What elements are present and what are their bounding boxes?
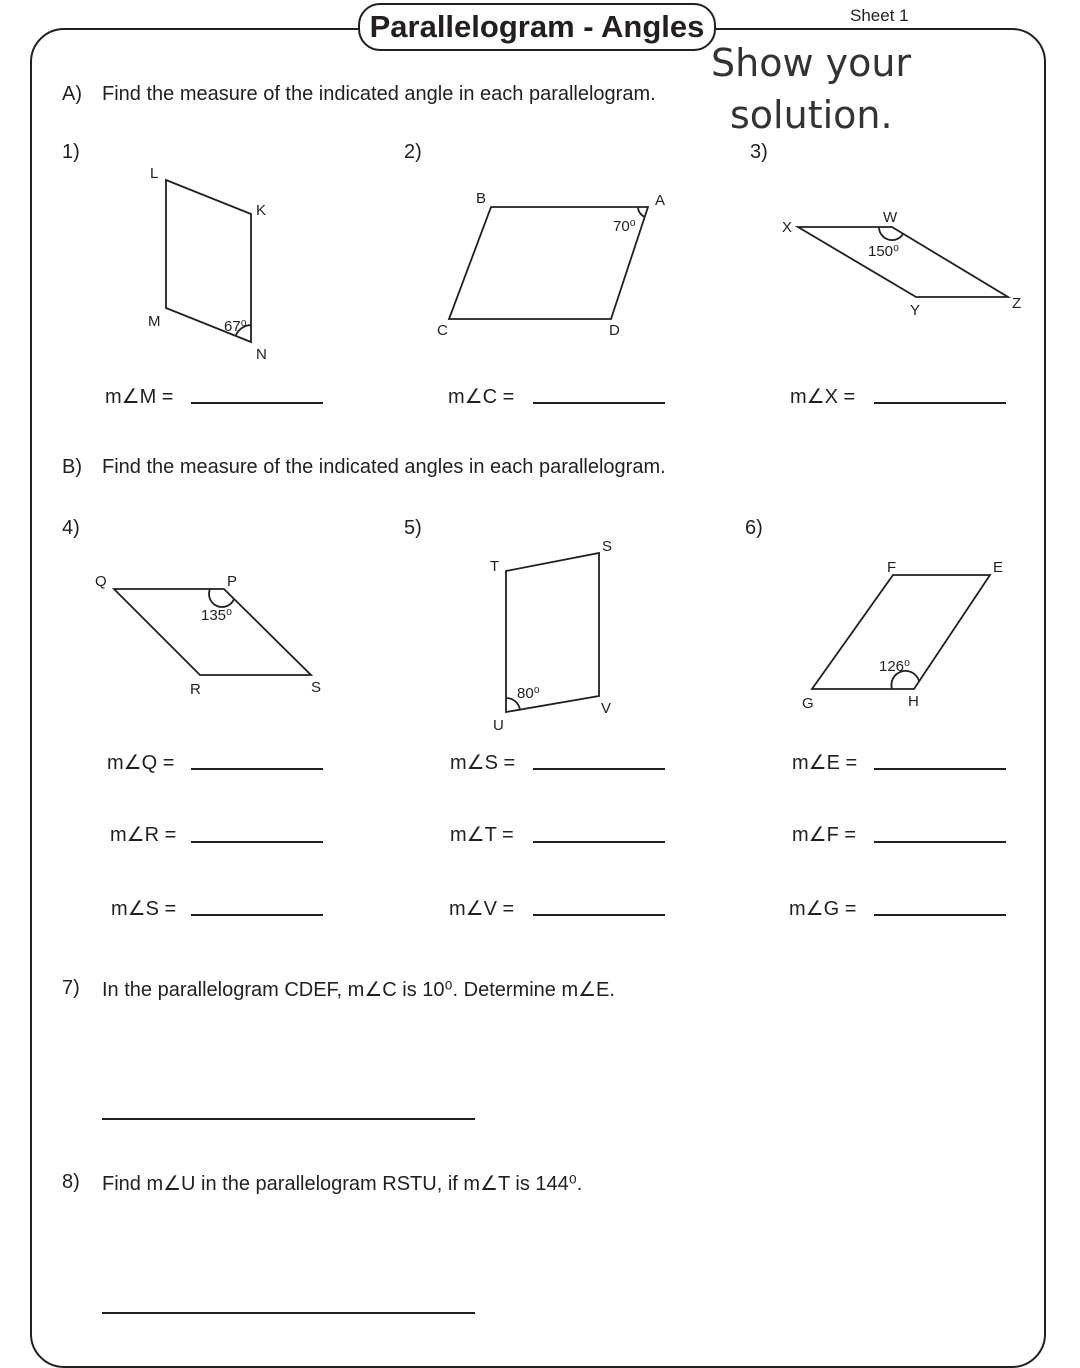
answer-label-3: m∠X = — [790, 386, 856, 408]
given-angle-4: 135⁰ — [201, 607, 233, 624]
vertex-w: W — [883, 209, 898, 226]
parallelogram-4 — [95, 573, 321, 698]
vertex-v: V — [601, 700, 612, 717]
answer-line-2[interactable] — [533, 402, 665, 404]
answer-line-5c[interactable] — [533, 914, 665, 916]
vertex-l: L — [150, 165, 159, 182]
vertex-s5: S — [602, 538, 613, 555]
angle-arc-w — [879, 227, 903, 240]
problem-2-number: 2) — [404, 141, 422, 163]
vertex-q: Q — [95, 573, 107, 590]
section-a-instruction: Find the measure of the indicated angle in each parallelogram. — [102, 83, 656, 105]
answer-line-8[interactable] — [102, 1312, 475, 1314]
answer-line-5a[interactable] — [533, 768, 665, 770]
answer-line-4a[interactable] — [191, 768, 323, 770]
show-solution-note-line2: solution. — [730, 93, 893, 137]
vertex-a: A — [655, 192, 666, 209]
answer-label-5a: m∠S = — [450, 752, 516, 774]
answer-label-2: m∠C = — [448, 386, 515, 408]
answer-label-6c: m∠G = — [789, 898, 857, 920]
vertex-b: B — [476, 190, 487, 207]
vertex-y: Y — [910, 302, 921, 319]
problem-4-number: 4) — [62, 517, 80, 539]
answer-label-4b: m∠R = — [110, 824, 177, 846]
section-a-letter: A) — [62, 83, 82, 105]
angle-arc-a — [638, 207, 645, 217]
answer-line-5b[interactable] — [533, 841, 665, 843]
parallelogram-6 — [802, 559, 1003, 712]
vertex-e: E — [993, 559, 1004, 576]
answer-label-5b: m∠T = — [450, 824, 514, 846]
given-angle-3: 150⁰ — [868, 243, 900, 260]
problem-6-number: 6) — [745, 517, 763, 539]
vertex-h: H — [908, 693, 919, 710]
answer-line-6c[interactable] — [874, 914, 1006, 916]
answer-line-1[interactable] — [191, 402, 323, 404]
answer-label-4a: m∠Q = — [107, 752, 175, 774]
answer-label-5c: m∠V = — [449, 898, 515, 920]
given-angle-1: 67⁰ — [224, 318, 247, 335]
vertex-t: T — [490, 558, 500, 575]
angle-arc-p — [209, 589, 234, 607]
answer-line-4b[interactable] — [191, 841, 323, 843]
given-angle-2: 70⁰ — [613, 218, 636, 235]
parallelogram-3 — [782, 209, 1021, 319]
sheet-label: Sheet 1 — [850, 6, 909, 25]
worksheet-title: Parallelogram - Angles — [358, 3, 716, 51]
show-solution-note-line1: Show your — [711, 41, 912, 85]
answer-line-7[interactable] — [102, 1118, 475, 1120]
answer-line-4c[interactable] — [191, 914, 323, 916]
problem-8-number: 8) — [62, 1171, 80, 1193]
given-angle-5: 80⁰ — [517, 685, 540, 702]
answer-line-6a[interactable] — [874, 768, 1006, 770]
vertex-z: Z — [1012, 295, 1022, 312]
section-b-instruction: Find the measure of the indicated angles in each parallelogram. — [102, 456, 666, 478]
problem-7-number: 7) — [62, 977, 80, 999]
vertex-p: P — [227, 573, 238, 590]
answer-label-4c: m∠S = — [111, 898, 177, 920]
vertex-x: X — [782, 219, 793, 236]
problem-1-number: 1) — [62, 141, 80, 163]
problem-8-text: Find m∠U in the parallelogram RSTU, if m∠T is 144⁰. — [102, 1173, 583, 1195]
vertex-c: C — [437, 322, 448, 339]
answer-label-1: m∠M = — [105, 386, 174, 408]
vertex-d: D — [609, 322, 620, 339]
parallelogram-5 — [490, 538, 612, 734]
parallelogram-1 — [148, 165, 267, 363]
answer-line-3[interactable] — [874, 402, 1006, 404]
vertex-m: M — [148, 313, 161, 330]
problem-7-text: In the parallelogram CDEF, m∠C is 10⁰. Determine m∠E. — [102, 979, 615, 1001]
answer-label-6b: m∠F = — [792, 824, 857, 846]
vertex-n: N — [256, 346, 267, 363]
vertex-g: G — [802, 695, 814, 712]
shape-xwzy — [798, 227, 1008, 297]
vertex-r: R — [190, 681, 201, 698]
given-angle-6: 126⁰ — [879, 658, 911, 675]
parallelogram-2 — [437, 190, 665, 339]
vertex-u: U — [493, 717, 504, 734]
vertex-s: S — [311, 679, 322, 696]
problem-3-number: 3) — [750, 141, 768, 163]
vertex-f: F — [887, 559, 897, 576]
section-b-letter: B) — [62, 456, 82, 478]
vertex-k: K — [256, 202, 267, 219]
problem-5-number: 5) — [404, 517, 422, 539]
answer-line-6b[interactable] — [874, 841, 1006, 843]
answer-label-6a: m∠E = — [792, 752, 858, 774]
